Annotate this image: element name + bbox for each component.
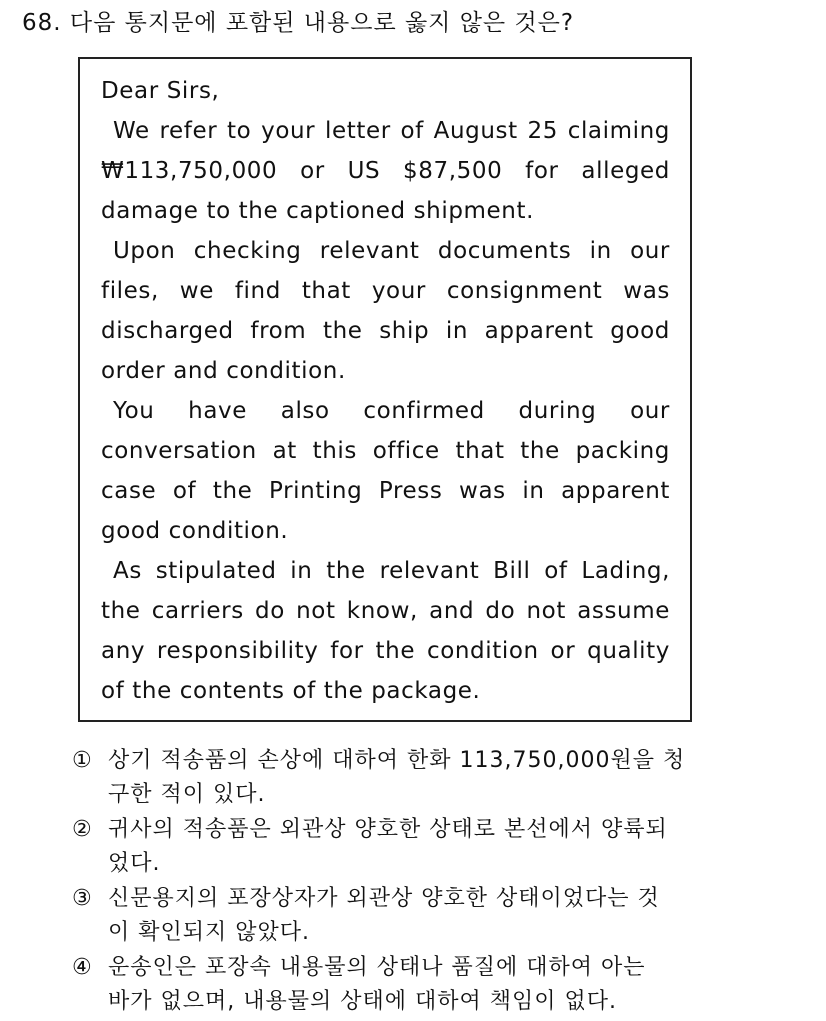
- answer-option-1[interactable]: [72, 744, 772, 812]
- letter-paragraph-4: As stipulated in the relevant Bill of Lading, the carriers do not know, and do not assume any responsibility for the condition or quality of the contents of the package.: [101, 558, 670, 704]
- question-header: [22, 8, 574, 38]
- option-text: 귀사의 적송품은 외관상 양호한 상태로 본선에서 양륙되 었다.: [108, 817, 668, 876]
- answer-option-3[interactable]: [72, 882, 772, 950]
- answer-option-2[interactable]: [72, 813, 772, 881]
- answer-option-4[interactable]: [72, 951, 772, 1019]
- letter-box: [78, 57, 692, 722]
- option-number: ①: [72, 748, 93, 773]
- option-number: ④: [72, 955, 93, 980]
- question-text: 다음 통지문에 포함된 내용으로 옳지 않은 것은?: [69, 10, 575, 36]
- option-text: 운송인은 포장속 내용물의 상태나 품질에 대하여 아는 바가 없으며, 내용물의 상태에 대하여 책임이 없다.: [108, 955, 646, 1014]
- letter-paragraph-2: Upon checking relevant documents in our files, we find that your consignment was discharged from the ship in apparent good order and condition.: [101, 238, 670, 384]
- option-number: ②: [72, 817, 93, 842]
- letter-paragraph-3: You have also confirmed during our conversation at this office that the packing case of the Printing Press was in apparent good condition.: [101, 398, 670, 544]
- answer-options: [72, 744, 772, 1020]
- letter-paragraph-1: We refer to your letter of August 25 claiming ₩113,750,000 or US $87,500 for alleged damage to the captioned shipment.: [101, 118, 670, 224]
- option-text: 신문용지의 포장상자가 외관상 양호한 상태이었다는 것 이 확인되지 않았다.: [108, 886, 660, 945]
- question-number: 68.: [22, 10, 62, 36]
- option-number: ③: [72, 886, 93, 911]
- letter-greeting: Dear Sirs,: [101, 78, 220, 104]
- option-text: 상기 적송품의 손상에 대하여 한화 113,750,000원을 청 구한 적이 있다.: [108, 748, 686, 807]
